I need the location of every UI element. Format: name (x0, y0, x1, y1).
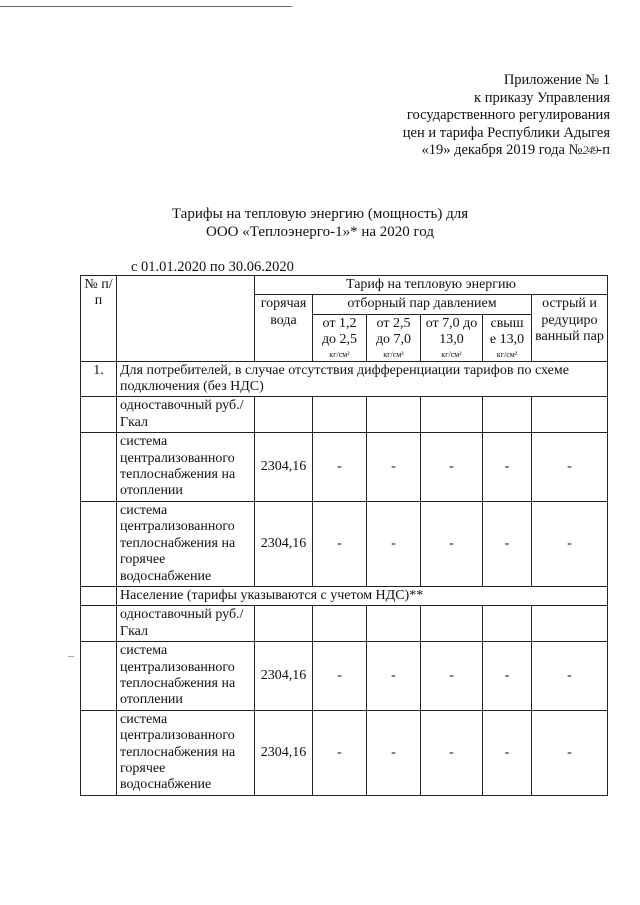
value-dash: - (367, 710, 421, 795)
value-dash: - (313, 433, 367, 502)
value-dash: - (532, 710, 608, 795)
pressure-2-label: от 2,5 до 7,0 (375, 315, 412, 348)
appendix-line-1: Приложение № 1 (503, 72, 610, 88)
title-line-1: Тарифы на тепловую энергию (мощность) для (171, 206, 469, 222)
order-suffix: -п (597, 142, 610, 158)
row-number: 1. (81, 361, 117, 397)
margin-mark (68, 656, 74, 657)
tariff-period: с 01.01.2020 по 30.06.2020 (131, 259, 294, 275)
value-dash: - (367, 433, 421, 502)
value-dash: - (532, 642, 608, 711)
col-header-hot-water: горячая вода (255, 295, 313, 361)
value-dash: - (483, 710, 532, 795)
value-dash: - (421, 433, 483, 502)
row-label-heating: система централизованного теплоснабжения на отоплении (117, 642, 255, 711)
value-dash: - (313, 710, 367, 795)
pressure-unit: кг/см² (329, 349, 350, 359)
value-dash: - (313, 642, 367, 711)
col-header-pressure-4 (483, 314, 532, 361)
section-title-1: Для потребителей, в случае отсутствия дифференциации тарифов по схеме подключения (без НДС) (117, 361, 608, 397)
section-row-1 (81, 361, 608, 397)
col-header-tariff: Тариф на тепловую энергию (255, 276, 608, 295)
value-hot-water: 2304,16 (255, 710, 313, 795)
value-dash: - (421, 710, 483, 795)
row-label-hot-supply: система централизованного теплоснабжения на горячее водоснабжение (117, 501, 255, 586)
pressure-1-label: от 1,2 до 2,5 (321, 315, 358, 348)
section-row-2 (81, 586, 608, 605)
row-label-single-rate: одноставочный руб./Гкал (117, 397, 255, 433)
value-dash: - (483, 433, 532, 502)
col-header-pressure-1 (313, 314, 367, 361)
value-dash: - (532, 501, 608, 586)
table-row-hot-supply-2 (81, 710, 608, 795)
value-dash: - (421, 501, 483, 586)
top-rule (0, 6, 292, 7)
col-header-sharp-steam: острый и редуциро ванный пар (532, 295, 608, 361)
document-title (0, 205, 640, 241)
value-hot-water: 2304,16 (255, 642, 313, 711)
col-header-number: № п/п (81, 276, 117, 362)
col-header-pressure-3 (421, 314, 483, 361)
pressure-unit: кг/см² (496, 349, 518, 359)
col-header-blank (117, 276, 255, 362)
row-label-heating: система централизованного теплоснабжения на отоплении (117, 433, 255, 502)
order-date: «19» декабря 2019 года № (421, 142, 583, 158)
appendix-line-5 (403, 142, 610, 160)
value-hot-water: 2304,16 (255, 501, 313, 586)
pressure-unit: кг/см² (383, 349, 404, 359)
table-row-heating-1 (81, 433, 608, 502)
row-label-hot-supply: система централизованного теплоснабжения на горячее водоснабжение (117, 710, 255, 795)
col-header-pressure-2 (367, 314, 421, 361)
pressure-4-label: свыш е 13,0 (489, 315, 525, 348)
table-row-hot-supply-1 (81, 501, 608, 586)
value-dash: - (367, 501, 421, 586)
value-dash: - (483, 642, 532, 711)
value-hot-water: 2304,16 (255, 433, 313, 502)
table-header-row-1 (81, 276, 608, 295)
tariff-table (80, 275, 608, 796)
value-dash: - (313, 501, 367, 586)
table-row-heating-2 (81, 642, 608, 711)
pressure-3-label: от 7,0 до 13,0 (425, 315, 478, 348)
table-row-single-rate-2 (81, 606, 608, 642)
title-line-2: ООО «Теплоэнерго-1»* на 2020 год (205, 224, 434, 240)
value-dash: - (532, 433, 608, 502)
value-dash: - (483, 501, 532, 586)
appendix-header (403, 72, 610, 160)
appendix-line-4: цен и тарифа Республики Адыгея (402, 124, 610, 141)
pressure-unit: кг/см² (441, 349, 462, 359)
section-title-2: Население (тарифы указываются с учетом НДС)** (117, 586, 608, 605)
appendix-line-3: государственного регулирования (406, 107, 610, 123)
table-row-single-rate-1 (81, 397, 608, 433)
value-dash: - (367, 642, 421, 711)
appendix-line-2: к приказу Управления (474, 89, 610, 106)
col-header-selected-steam: отборный пар давлением (313, 295, 532, 314)
order-number: 249 (582, 143, 598, 157)
value-dash: - (421, 642, 483, 711)
row-label-single-rate: одноставочный руб./Гкал (117, 606, 255, 642)
